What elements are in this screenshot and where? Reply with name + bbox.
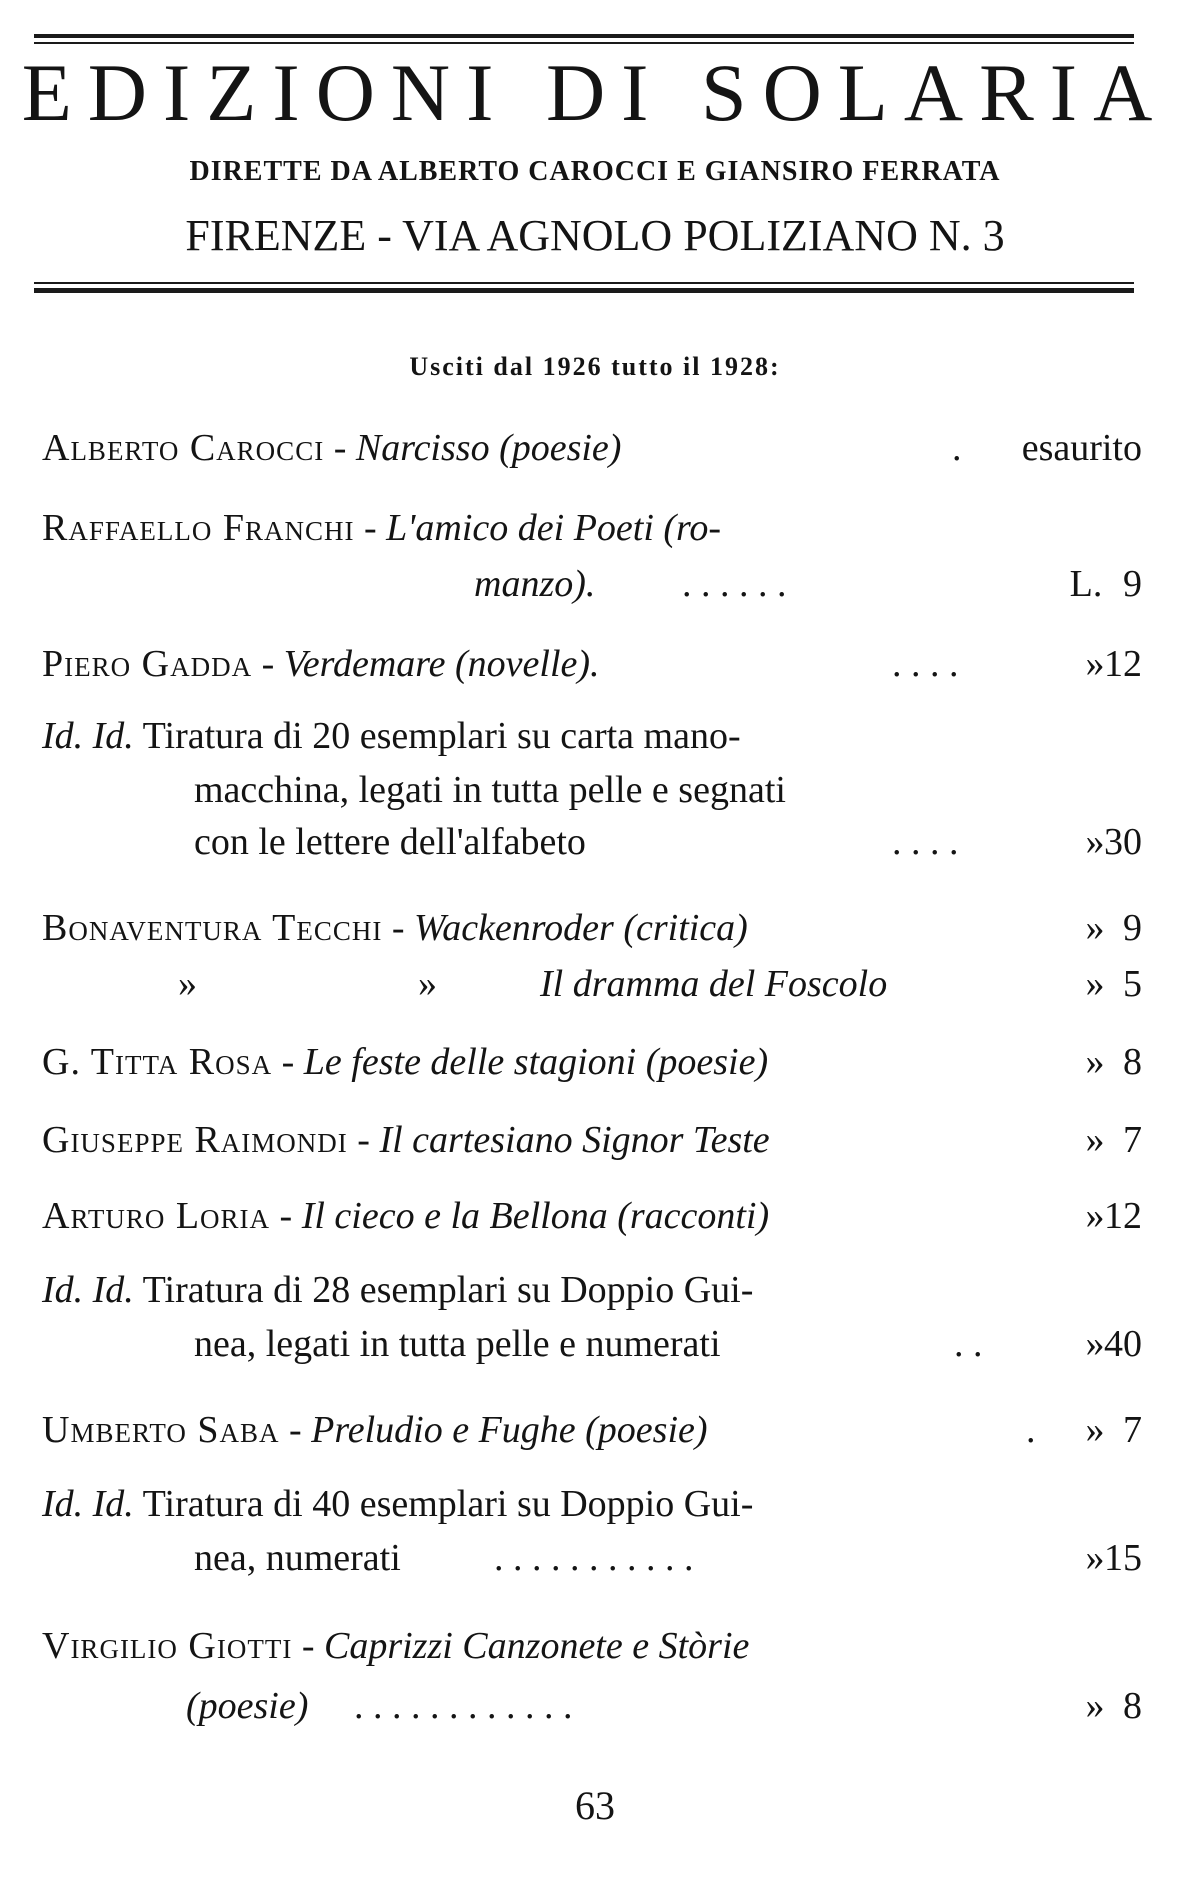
work-title-continued: manzo). xyxy=(474,563,596,605)
separator: - xyxy=(292,1625,324,1667)
catalog-entry xyxy=(42,904,1142,952)
ditto-mark: » xyxy=(1085,643,1105,685)
ditto-mark: » xyxy=(1085,1409,1105,1451)
publisher-title: EDIZIONI DI SOLARIA xyxy=(21,47,1169,138)
catalog-entry-continuation xyxy=(42,1534,1142,1582)
catalog-entry xyxy=(42,712,1142,760)
author-name: Arturo Loria xyxy=(42,1195,271,1237)
price: 8 xyxy=(1123,1041,1142,1083)
price: 7 xyxy=(1123,1119,1142,1161)
work-title: L'amico dei Poeti (ro- xyxy=(386,507,722,549)
separator: - xyxy=(324,427,356,469)
dot-leader: . . . . . . xyxy=(682,563,787,605)
ditto-mark: » xyxy=(1085,1323,1105,1365)
work-title: Il cartesiano Signor Teste xyxy=(379,1119,770,1161)
work-title: Il cieco e la Bellona (racconti) xyxy=(301,1195,770,1237)
catalog-entry-continuation xyxy=(42,1320,1142,1368)
dot-leader: . . xyxy=(954,1323,983,1365)
author-name: Giuseppe Raimondi xyxy=(42,1119,348,1161)
ditto-mark: » xyxy=(178,963,197,1005)
edition-description: Tiratura di 40 esemplari su Doppio Gui- xyxy=(142,1483,754,1525)
author-name: Umberto Saba xyxy=(42,1409,280,1451)
ditto-mark: » xyxy=(1085,821,1105,863)
edition-description-continued: nea, legati in tutta pelle e numerati xyxy=(194,1323,721,1365)
edition-description-continued: con le lettere dell'alfabeto xyxy=(194,821,586,863)
work-title: Wackenroder (critica) xyxy=(414,907,748,949)
price: 5 xyxy=(1123,963,1142,1005)
price: 15 xyxy=(1104,1537,1142,1579)
dot-leader: . . . . xyxy=(892,821,959,863)
separator: - xyxy=(347,1119,380,1161)
ditto-mark: » xyxy=(1085,1195,1105,1237)
currency-label: L. xyxy=(1069,563,1103,605)
price: 12 xyxy=(1104,643,1142,685)
ditto-mark: » xyxy=(1085,1119,1105,1161)
catalog-entry xyxy=(42,1192,1142,1240)
top-rule-thin xyxy=(34,42,1134,44)
ditto-mark: » xyxy=(1085,907,1105,949)
work-title: Narcisso (poesie) xyxy=(355,427,622,469)
author-name: Raffaello Franchi xyxy=(42,507,355,549)
dot-leader: . . . . xyxy=(892,643,959,685)
edition-description-continued: macchina, legati in tutta pelle e segnati xyxy=(194,769,786,811)
price: 30 xyxy=(1104,821,1142,863)
separator: - xyxy=(382,907,415,949)
catalog-entry xyxy=(42,1116,1142,1164)
dot-leader: . . . . . . . . . . . . xyxy=(354,1685,573,1727)
edition-description-continued: nea, numerati xyxy=(194,1537,401,1579)
dot-leader: . xyxy=(1026,1409,1036,1451)
work-title: Verdemare (novelle). xyxy=(283,643,600,685)
top-rule-thick xyxy=(34,34,1134,38)
author-name: Piero Gadda xyxy=(42,643,253,685)
author-name: Bonaventura Tecchi xyxy=(42,907,383,949)
catalog-entry-continuation xyxy=(42,818,1142,866)
ditto-mark: » xyxy=(1085,1537,1105,1579)
catalog-entry xyxy=(42,1480,1142,1528)
price: 9 xyxy=(1123,563,1142,605)
bottom-rule-thick xyxy=(34,288,1134,293)
author-name: G. Titta Rosa xyxy=(42,1041,273,1083)
edition-description: Tiratura di 20 esemplari su carta mano- xyxy=(142,715,741,757)
price: 12 xyxy=(1104,1195,1142,1237)
price: 40 xyxy=(1104,1323,1142,1365)
ditto-mark: » xyxy=(1085,1041,1105,1083)
availability-status: esaurito xyxy=(1021,427,1142,469)
catalog-entry-continuation xyxy=(194,766,1134,814)
dot-leader: . xyxy=(952,427,962,469)
price: 7 xyxy=(1123,1409,1142,1451)
section-heading: Usciti dal 1926 tutto il 1928: xyxy=(409,352,781,381)
idem-marker: Id. Id. xyxy=(42,1483,134,1525)
work-title: Le feste delle stagioni (poesie) xyxy=(303,1041,769,1083)
catalog-entry xyxy=(42,424,1142,472)
catalog-entry xyxy=(42,1038,1142,1086)
idem-marker: Id. Id. xyxy=(42,715,134,757)
idem-marker: Id. Id. xyxy=(42,1269,134,1311)
bottom-rule-thin xyxy=(34,282,1134,284)
separator: - xyxy=(252,643,284,685)
catalog-entry-continuation xyxy=(42,1682,1142,1730)
ditto-mark: » xyxy=(1085,1685,1105,1727)
ditto-mark: » xyxy=(418,963,437,1005)
catalog-entry-continuation xyxy=(42,560,1142,608)
work-title: Preludio e Fughe (poesie) xyxy=(311,1409,708,1451)
dot-leader: . . . . . . . . . . . xyxy=(494,1537,694,1579)
edition-description: Tiratura di 28 esemplari su Doppio Gui- xyxy=(142,1269,754,1311)
author-name: Alberto Carocci xyxy=(42,427,325,469)
work-title: Caprizzi Canzonete e Stòrie xyxy=(323,1625,750,1667)
catalog-entry xyxy=(42,1266,1142,1314)
price: 9 xyxy=(1123,907,1142,949)
page-number: 63 xyxy=(575,1783,615,1828)
catalog-entry xyxy=(42,504,1142,552)
editors-line: DIRETTE DA ALBERTO CAROCCI E GIANSIRO FERRATA xyxy=(189,156,1001,187)
author-name: Virgilio Giotti xyxy=(42,1625,293,1667)
price: 8 xyxy=(1123,1685,1142,1727)
separator: - xyxy=(270,1195,302,1237)
catalog-entry xyxy=(42,960,1142,1008)
catalog-entry xyxy=(42,640,1142,688)
work-title: Il dramma del Foscolo xyxy=(540,963,888,1005)
work-title-continued: (poesie) xyxy=(186,1685,309,1727)
address-line: FIRENZE - VIA AGNOLO POLIZIANO N. 3 xyxy=(185,211,1005,260)
separator: - xyxy=(272,1041,304,1083)
catalog-entry xyxy=(42,1622,1142,1670)
catalog-entry xyxy=(42,1406,1142,1454)
ditto-mark: » xyxy=(1085,963,1105,1005)
separator: - xyxy=(279,1409,312,1451)
separator: - xyxy=(354,507,387,549)
